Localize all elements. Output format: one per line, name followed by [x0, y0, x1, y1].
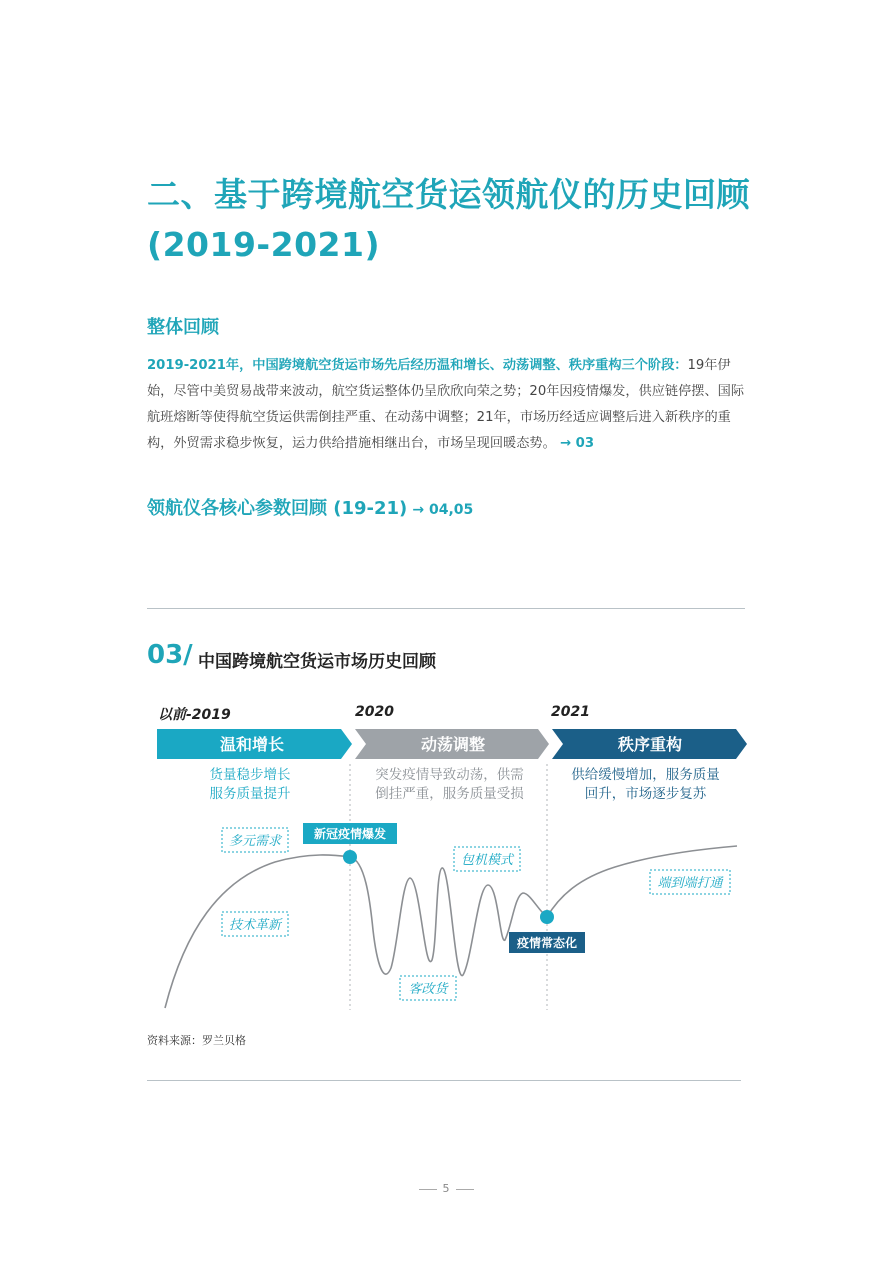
- section-heading-overall-review: 整体回顾: [147, 317, 219, 338]
- parameters-heading-text: 领航仪各核心参数回顾 (19-21): [147, 498, 408, 519]
- tag-diversified-demand: 多元需求: [228, 834, 282, 849]
- phase-label-turbulent-adjust: 动荡调整: [420, 735, 486, 754]
- phase-desc-order-rebuild: [548, 766, 743, 804]
- overview-lead: 2019-2021年，中国跨境航空货运市场先后经历温和增长、动荡调整、秩序重构三个阶段：: [147, 358, 688, 373]
- page-title-line2: (2019-2021): [147, 225, 381, 264]
- tag-passenger-to-cargo: 客改货: [408, 982, 448, 997]
- year-label-2020: 2020: [355, 704, 394, 720]
- phase-desc-turbulent-adjust-line1: 突发疫情导致动荡，供需: [375, 767, 524, 783]
- tag-tech-innovation: 技术革新: [228, 918, 282, 933]
- tag-end-to-end: 端到端打通: [657, 876, 723, 891]
- source-note: 资料来源：罗兰贝格: [147, 1034, 246, 1047]
- figure-reference-link[interactable]: → 03: [560, 436, 595, 451]
- parameters-reference-link[interactable]: → 04,05: [412, 502, 474, 518]
- phase-desc-gentle-growth-line2: 服务质量提升: [209, 786, 291, 802]
- overview-body: 19年伊始，尽管中美贸易战带来波动，航空货运整体仍呈欣欣向荣之势；20年因疫情爆发，供应链停摆、国际航班熔断等使得航空货运供需倒挂严重、在动荡中调整；21年，市场历经适应调整后进入新秩序的重构，外贸需求稳步恢复，运力供给措施相继出台，市场呈现回暖态势。: [147, 358, 745, 451]
- phase-desc-order-rebuild-line1: 供给缓慢增加，服务质量: [571, 767, 720, 783]
- year-label-2021: 2021: [551, 704, 590, 720]
- phase-label-gentle-growth: 温和增长: [219, 735, 285, 754]
- phase-desc-turbulent-adjust-line2: 倒挂严重，服务质量受损: [375, 786, 524, 802]
- page-number: [0, 1182, 892, 1195]
- year-label-pre2019: 以前-2019: [158, 707, 231, 723]
- phase-label-order-rebuild: 秩序重构: [617, 735, 683, 754]
- pandemic-normalization-marker: [540, 910, 554, 924]
- bottom-divider: [147, 1080, 741, 1081]
- phase-desc-order-rebuild-line2: 回升，市场逐步复苏: [584, 786, 707, 802]
- page-title-line1: 二、基于跨境航空货运领航仪的历史回顾: [147, 175, 750, 214]
- tag-charter-mode: 包机模式: [460, 853, 514, 868]
- phase-desc-gentle-growth-line1: 货量稳步增长: [209, 767, 291, 783]
- page-number-text: 5: [442, 1182, 450, 1195]
- phase-desc-turbulent-adjust: [352, 766, 547, 804]
- figure-number: 03/: [147, 640, 193, 670]
- tag-pandemic-normalization: 疫情常态化: [516, 936, 578, 950]
- tag-covid-outbreak: 新冠疫情爆发: [313, 827, 387, 841]
- figure-title: 中国跨境航空货运市场历史回顾: [198, 652, 436, 672]
- phase-desc-gentle-growth: [175, 766, 325, 804]
- covid-outbreak-marker: [343, 850, 357, 864]
